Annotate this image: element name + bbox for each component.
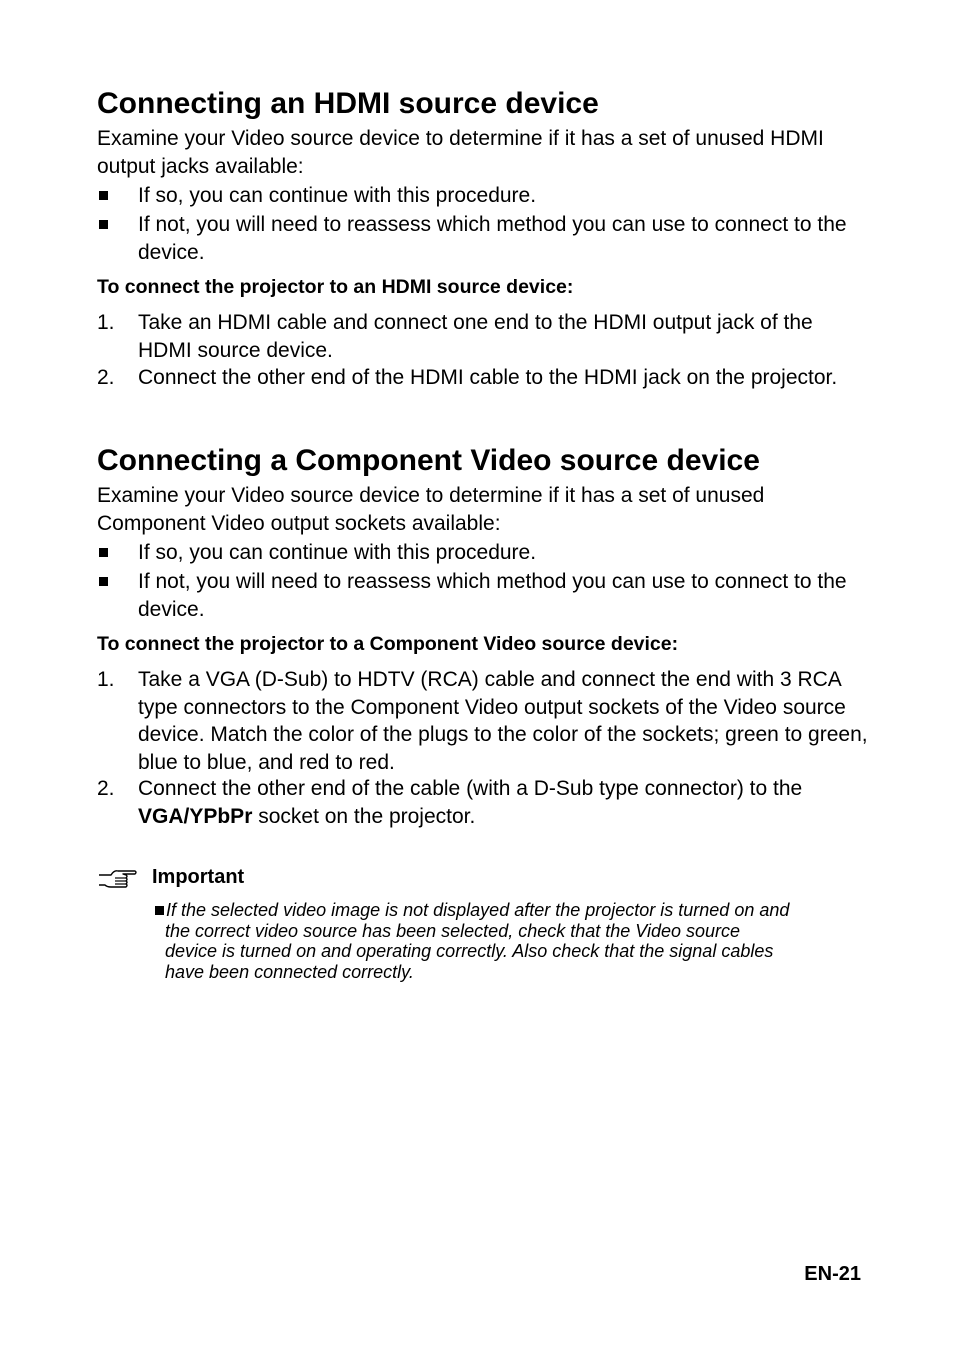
component-intro: Examine your Video source device to determine if it has a set of unused Component Video output sockets available: [97, 484, 765, 535]
bullet-text: If not, you will need to reassess which method you can use to connect to the device. [138, 570, 847, 621]
component-section-title: Connecting a Component Video source device [97, 444, 760, 477]
hdmi-section-title: Connecting an HDMI source device [97, 87, 599, 120]
note-line-2: the correct video source has been selected, check that the Video source [165, 920, 741, 941]
note-line-text: If the selected video image is not displayed after the projector is turned on and [166, 900, 790, 920]
square-bullet-icon [99, 220, 108, 229]
vga-ypbpr-label: VGA/YPbPr [138, 804, 253, 828]
note-line-1 [155, 900, 867, 921]
step-text: Connect the other end of the HDMI cable to the HDMI jack on the projector. [138, 366, 838, 389]
important-note-body [155, 900, 867, 982]
step-text: Take a VGA (D-Sub) to HDTV (RCA) cable and connect the end with 3 RCA type connectors to the Component Video output sockets of the Video source device. Match the color of the plugs to the color of the sockets; green to green, blue to blue, and red to red. [138, 668, 868, 774]
bullet-text: If so, you can continue with this procedure. [138, 184, 537, 207]
pointing-hand-icon [97, 866, 137, 892]
hdmi-procedure-heading: To connect the projector to an HDMI source device: [97, 276, 574, 298]
step-number: 2. [97, 777, 115, 800]
step-number: 1. [97, 668, 115, 691]
step-text-after: socket on the projector. [252, 804, 476, 828]
note-line-3: device is turned on and operating correctly. Also check that the signal cables [165, 941, 774, 961]
hdmi-intro: Examine your Video source device to determine if it has a set of unused HDMI output jacks available: [97, 127, 824, 178]
bullet-text: If not, you will need to reassess which method you can use to connect to the device. [138, 213, 847, 264]
square-bullet-icon [99, 191, 108, 200]
page-number: EN-21 [804, 1263, 861, 1285]
step-text: Take an HDMI cable and connect one end to the HDMI output jack of the HDMI source device. [138, 311, 813, 362]
step-text [138, 775, 868, 830]
square-bullet-icon [99, 548, 108, 557]
step-text-before: Connect the other end of the cable (with a D-Sub type connector) to the [138, 777, 803, 800]
bullet-text: If so, you can continue with this procedure. [138, 541, 537, 564]
note-line-4: have been connected correctly. [165, 961, 414, 982]
component-procedure-heading: To connect the projector to a Component Video source device: [97, 633, 679, 655]
step-number: 1. [97, 311, 115, 334]
important-note-title: Important [152, 866, 245, 888]
step-number: 2. [97, 366, 115, 389]
square-bullet-icon [99, 577, 108, 586]
square-bullet-icon [155, 906, 164, 915]
